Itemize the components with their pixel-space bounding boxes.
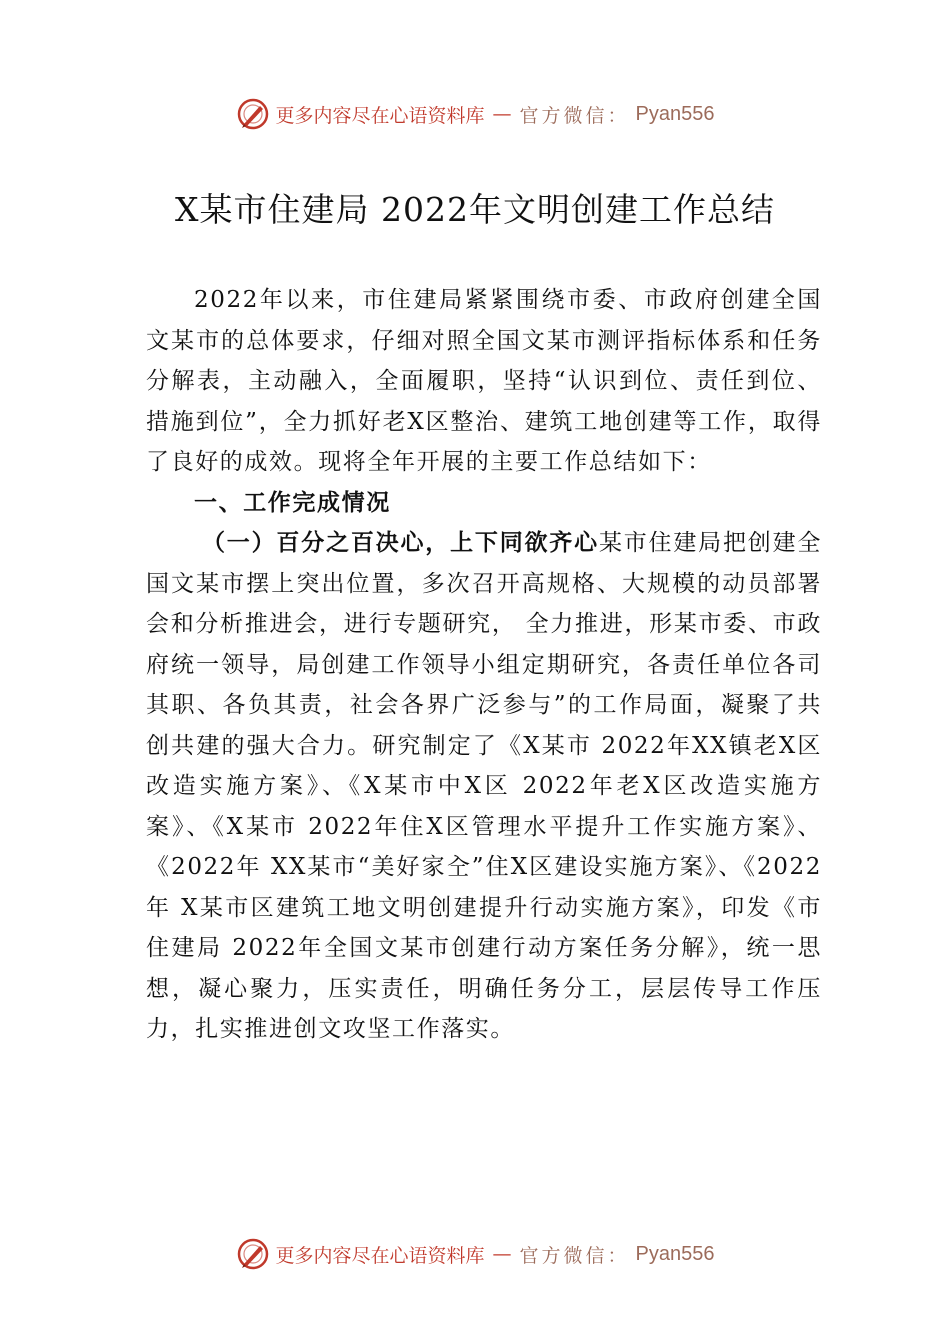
watermark-contact-value: Pyan556 — [635, 1242, 715, 1265]
watermark-brand: 更多内容尽在心语资料库 — [275, 104, 485, 127]
watermark-footer — [0, 1236, 950, 1272]
watermark-brand: 更多内容尽在心语资料库 — [275, 1244, 485, 1267]
watermark-separator: — — [492, 1243, 512, 1265]
intro-paragraph: 2022年以来，市住建局紧紧围绕市委、市政府创建全国文某市的总体要求，仔细对照全国文某市测评指标体系和任务分解表，主动融入，全面履职，坚持“认识到位、责任到位、措施到位”，全力抓好老X区整治、建筑工地创建等工作，取得了良好的成效。现将全年开展的主要工作总结如下： — [146, 287, 822, 475]
document-body — [146, 280, 822, 1050]
watermark-contact-label: 官方微信： — [519, 104, 630, 127]
subsection-heading: （一）百分之百决心，上下同欲齐心 — [202, 529, 599, 556]
subsection-paragraph — [146, 523, 822, 1050]
pen-seal-logo-icon — [236, 1237, 270, 1271]
section-heading-work-completion: 一、工作完成情况 — [194, 489, 391, 516]
pen-seal-logo-icon — [236, 97, 270, 131]
subsection-text: 某市住建局把创建全国文某市摆上突出位置，多次召开高规格、大规模的动员部署会和分析推进会，进行专题研究， 全力推进，形某市委、市政府统一领导，局创建工作领导小组定期研究，各责任单位各司其职、各负其责，社会各界广泛参与”的工作局面，凝聚了共创共建的强大合力。研究制定了《X某市 2022年XX镇老X区改造实施方案》、《X某市中X区 2022年老X区改造实施方案》、《X某市 2022年住X区管理水平提升工作实施方案》、《2022年 XX某市“美好家㒰”住X区建设实施方案》、《2022年 X某市区建筑工地文明创建提升行动实施方案》，印发《市住建局 2022年全国文某市创建行动方案任务分解》，统一思想，凝心聚力，压实责任，明确任务分工，层层传导工作压力，扎实推进创文攻坚工作落实。 — [146, 530, 822, 1042]
watermark-contact-value: Pyan556 — [635, 102, 715, 125]
document-title: X某市住建局 2022年文明创建工作总结 — [175, 190, 775, 229]
watermark-contact-label: 官方微信： — [519, 1244, 630, 1267]
watermark-header — [0, 96, 950, 132]
watermark-separator: — — [492, 103, 512, 125]
